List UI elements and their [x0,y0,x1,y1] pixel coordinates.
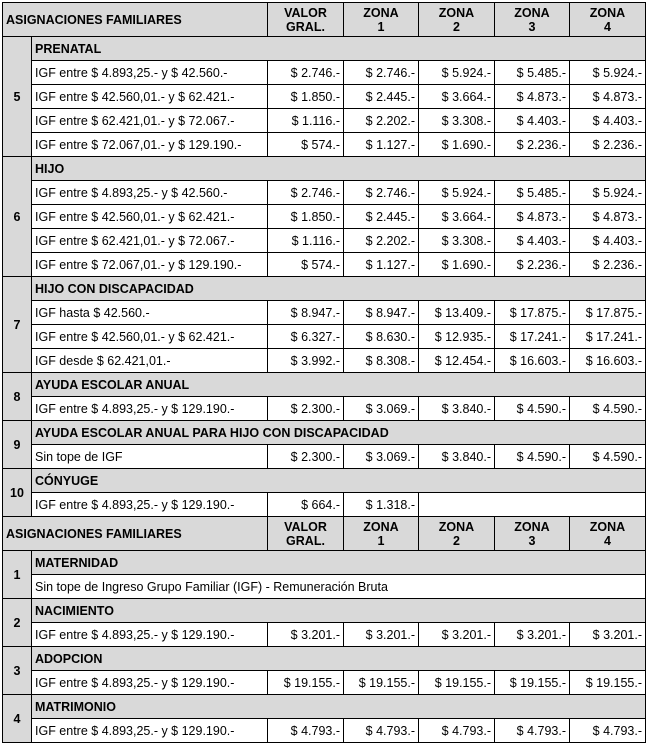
value-cell: $ 5.485.- [495,181,570,205]
value-cell: $ 574.- [268,253,344,277]
section-number: 3 [3,647,32,695]
section-number: 10 [3,469,32,517]
value-cell: $ 2.300.- [268,445,344,469]
section-number: 9 [3,421,32,469]
table-row [3,133,646,157]
value-cell: $ 4.873.- [570,85,646,109]
value-cell: $ 3.664.- [419,205,495,229]
header-row [3,3,646,37]
row-label: IGF entre $ 4.893,25.- y $ 129.190.- [32,671,268,695]
value-cell: $ 4.403.- [495,109,570,133]
header-col: ZONA 4 [570,3,646,37]
value-cell: $ 6.327.- [268,325,344,349]
value-cell: $ 4.590.- [570,397,646,421]
table-row [3,623,646,647]
value-cell: $ 19.155.- [419,671,495,695]
row-label: IGF entre $ 62.421,01.- y $ 72.067.- [32,109,268,133]
row-label: IGF entre $ 4.893,25.- y $ 129.190.- [32,397,268,421]
value-cell: $ 2.746.- [344,181,419,205]
section-title: HIJO CON DISCAPACIDAD [32,277,646,301]
table-row [3,229,646,253]
value-cell: $ 2.445.- [344,205,419,229]
section-number: 1 [3,551,32,599]
value-cell: $ 4.403.- [495,229,570,253]
value-cell: $ 5.924.- [419,61,495,85]
row-label: IGF entre $ 4.893,25.- y $ 129.190.- [32,623,268,647]
value-cell: $ 4.793.- [495,719,570,743]
section-title: NACIMIENTO [32,599,646,623]
value-cell: $ 4.590.- [495,445,570,469]
row-label: IGF entre $ 42.560,01.- y $ 62.421.- [32,205,268,229]
section-number: 6 [3,157,32,277]
value-cell: $ 5.924.- [570,181,646,205]
section-note: Sin tope de Ingreso Grupo Familiar (IGF) - Remuneración Bruta [32,575,646,599]
section-title-row [3,469,646,493]
value-cell: $ 4.793.- [268,719,344,743]
value-cell: $ 1.850.- [268,85,344,109]
value-cell: $ 4.403.- [570,229,646,253]
value-cell: $ 2.236.- [570,253,646,277]
header-title: ASIGNACIONES FAMILIARES [3,517,268,551]
section-number: 7 [3,277,32,373]
table-row [3,253,646,277]
table-row [3,493,646,517]
header-col: ZONA 4 [570,517,646,551]
header-col: ZONA 1 [344,517,419,551]
value-cell: $ 4.873.- [495,85,570,109]
row-label: Sin tope de IGF [32,445,268,469]
section-title: HIJO [32,157,646,181]
value-cell: $ 5.924.- [419,181,495,205]
section-title: PRENATAL [32,37,646,61]
row-label: IGF entre $ 42.560,01.- y $ 62.421.- [32,325,268,349]
value-cell: $ 4.793.- [344,719,419,743]
table-row [3,719,646,743]
table-row [3,205,646,229]
table-row [3,671,646,695]
row-label: IGF entre $ 4.893,25.- y $ 129.190.- [32,719,268,743]
section-title-row [3,373,646,397]
table-row [3,397,646,421]
row-label: IGF entre $ 72.067,01.- y $ 129.190.- [32,133,268,157]
table-row [3,349,646,373]
value-cell: $ 3.992.- [268,349,344,373]
value-cell: $ 8.630.- [344,325,419,349]
row-label: IGF entre $ 72.067,01.- y $ 129.190.- [32,253,268,277]
value-cell: $ 3.308.- [419,229,495,253]
asignaciones-table [2,2,646,743]
value-cell: $ 12.935.- [419,325,495,349]
section-number: 5 [3,37,32,157]
value-cell: $ 1.690.- [419,253,495,277]
section-title: MATERNIDAD [32,551,646,575]
value-cell: $ 2.236.- [495,133,570,157]
header-col: ZONA 1 [344,3,419,37]
value-cell: $ 5.485.- [495,61,570,85]
value-cell: $ 16.603.- [495,349,570,373]
table-row [3,325,646,349]
section-number: 4 [3,695,32,743]
value-cell: $ 2.445.- [344,85,419,109]
value-cell: $ 1.318.- [344,493,419,517]
section-title: AYUDA ESCOLAR ANUAL PARA HIJO CON DISCAPACIDAD [32,421,646,445]
section-title-row [3,647,646,671]
value-cell: $ 17.241.- [495,325,570,349]
value-cell: $ 8.947.- [344,301,419,325]
value-cell: $ 2.300.- [268,397,344,421]
value-cell: $ 4.873.- [570,205,646,229]
value-cell: $ 664.- [268,493,344,517]
value-cell: $ 3.201.- [419,623,495,647]
value-cell: $ 17.241.- [570,325,646,349]
value-cell: $ 1.850.- [268,205,344,229]
value-cell: $ 2.236.- [570,133,646,157]
value-cell: $ 3.840.- [419,445,495,469]
header-col: ZONA 3 [495,3,570,37]
table-row [3,109,646,133]
value-cell: $ 19.155.- [268,671,344,695]
value-cell: $ 4.793.- [419,719,495,743]
value-cell: $ 3.308.- [419,109,495,133]
value-cell: $ 2.746.- [268,61,344,85]
section-title: CÓNYUGE [32,469,646,493]
row-label: IGF entre $ 4.893,25.- y $ 42.560.- [32,61,268,85]
value-cell: $ 2.746.- [344,61,419,85]
row-label: IGF entre $ 42.560,01.- y $ 62.421.- [32,85,268,109]
row-label: IGF entre $ 4.893,25.- y $ 129.190.- [32,493,268,517]
section-title: AYUDA ESCOLAR ANUAL [32,373,646,397]
header-col: VALOR GRAL. [268,3,344,37]
header-col: ZONA 2 [419,3,495,37]
table-row [3,85,646,109]
row-label: IGF entre $ 4.893,25.- y $ 42.560.- [32,181,268,205]
value-cell: $ 4.873.- [495,205,570,229]
value-cell: $ 4.403.- [570,109,646,133]
value-cell: $ 4.793.- [570,719,646,743]
header-col: ZONA 3 [495,517,570,551]
section-title-row [3,599,646,623]
value-cell: $ 1.127.- [344,253,419,277]
value-cell: $ 3.201.- [495,623,570,647]
table-row [3,445,646,469]
value-cell: $ 1.127.- [344,133,419,157]
value-cell: $ 12.454.- [419,349,495,373]
header-title: ASIGNACIONES FAMILIARES [3,3,268,37]
value-cell: $ 3.664.- [419,85,495,109]
value-cell: $ 8.308.- [344,349,419,373]
section-number: 8 [3,373,32,421]
table-row [3,181,646,205]
value-cell: $ 19.155.- [570,671,646,695]
section-title-row [3,277,646,301]
value-cell: $ 2.202.- [344,229,419,253]
value-cell: $ 1.690.- [419,133,495,157]
value-cell: $ 2.236.- [495,253,570,277]
value-cell: $ 3.840.- [419,397,495,421]
header-row [3,517,646,551]
value-cell: $ 8.947.- [268,301,344,325]
value-cell: $ 1.116.- [268,229,344,253]
value-cell: $ 2.202.- [344,109,419,133]
value-cell: $ 17.875.- [495,301,570,325]
value-cell: $ 16.603.- [570,349,646,373]
value-cell: $ 19.155.- [344,671,419,695]
empty-cell [419,493,646,517]
row-label: IGF entre $ 62.421,01.- y $ 72.067.- [32,229,268,253]
row-label: IGF hasta $ 42.560.- [32,301,268,325]
value-cell: $ 3.201.- [344,623,419,647]
value-cell: $ 3.069.- [344,397,419,421]
section-title-row [3,551,646,575]
row-label: IGF desde $ 62.421,01.- [32,349,268,373]
value-cell: $ 3.201.- [570,623,646,647]
section-title-row [3,37,646,61]
section-title: ADOPCION [32,647,646,671]
value-cell: $ 1.116.- [268,109,344,133]
value-cell: $ 3.201.- [268,623,344,647]
value-cell: $ 17.875.- [570,301,646,325]
section-number: 2 [3,599,32,647]
header-col: VALOR GRAL. [268,517,344,551]
value-cell: $ 4.590.- [495,397,570,421]
value-cell: $ 19.155.- [495,671,570,695]
section-title-row [3,695,646,719]
value-cell: $ 5.924.- [570,61,646,85]
section-note-row [3,575,646,599]
value-cell: $ 2.746.- [268,181,344,205]
section-title-row [3,157,646,181]
header-col: ZONA 2 [419,517,495,551]
value-cell: $ 574.- [268,133,344,157]
value-cell: $ 13.409.- [419,301,495,325]
table-row [3,301,646,325]
value-cell: $ 3.069.- [344,445,419,469]
section-title-row [3,421,646,445]
value-cell: $ 4.590.- [570,445,646,469]
section-title: MATRIMONIO [32,695,646,719]
table-row [3,61,646,85]
